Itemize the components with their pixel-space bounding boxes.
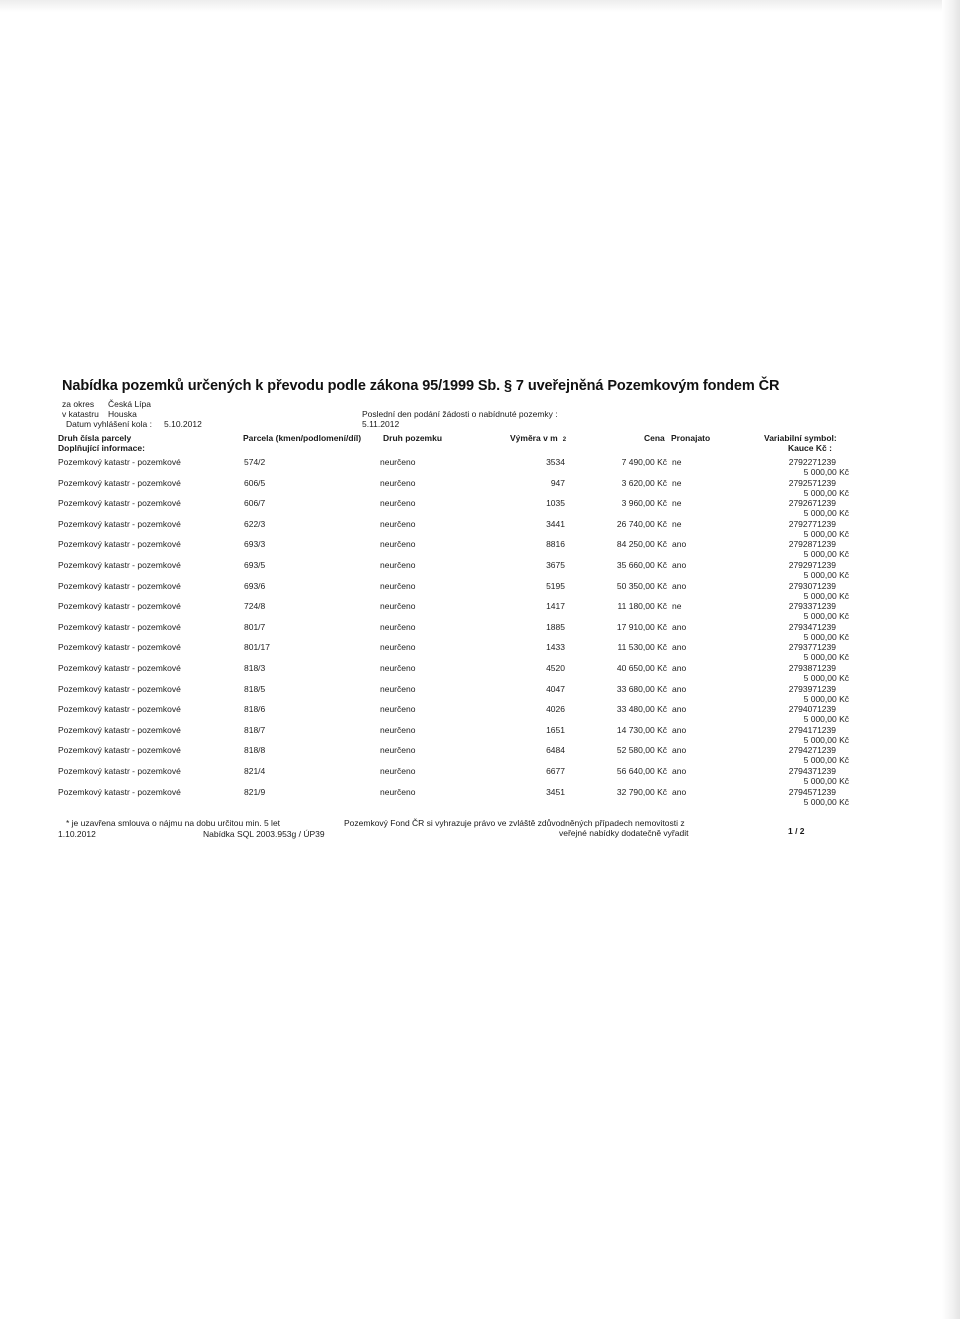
row-variabilni-symbol: 2793371239 [788, 601, 836, 611]
deadline-label: Poslední den podání žádosti o nabídnuté pozemky : [362, 409, 558, 419]
row-cena: 7 490,00 Kč [621, 457, 667, 467]
footer-date: 1.10.2012 [58, 829, 96, 839]
row-pronajato: ne [672, 519, 682, 529]
row-variabilni-symbol: 2794071239 [788, 704, 836, 714]
footer-disclaimer-line2: veřejné nabídky dodatečně vyřadit [559, 828, 689, 838]
row-kauce: 5 000,00 Kč [803, 694, 849, 704]
row-druh-cisla: Pozemkový katastr - pozemkové [58, 725, 181, 735]
row-druh-pozemku: neurčeno [380, 766, 416, 776]
row-druh-cisla: Pozemkový katastr - pozemkové [58, 601, 181, 611]
row-druh-pozemku: neurčeno [380, 704, 416, 714]
row-kauce: 5 000,00 Kč [803, 797, 849, 807]
row-kauce: 5 000,00 Kč [803, 529, 849, 539]
row-variabilni-symbol: 2794271239 [788, 745, 836, 755]
row-kauce: 5 000,00 Kč [803, 611, 849, 621]
row-variabilni-symbol: 2794171239 [788, 725, 836, 735]
row-druh-pozemku: neurčeno [380, 787, 416, 797]
row-cena: 50 350,00 Kč [616, 581, 667, 591]
row-kauce: 5 000,00 Kč [803, 755, 849, 765]
row-variabilni-symbol: 2793071239 [788, 581, 836, 591]
row-parcela: 818/3 [244, 663, 266, 673]
row-parcela: 821/9 [244, 787, 266, 797]
row-druh-pozemku: neurčeno [380, 725, 416, 735]
row-pronajato: ano [672, 642, 687, 652]
row-variabilni-symbol: 2792971239 [788, 560, 836, 570]
row-kauce: 5 000,00 Kč [803, 467, 849, 477]
header-vymera-text: Výměra v m [510, 433, 558, 443]
row-vymera: 3675 [546, 560, 565, 570]
row-cena: 11 530,00 Kč [617, 642, 667, 652]
row-pronajato: ano [672, 539, 687, 549]
row-kauce: 5 000,00 Kč [803, 735, 849, 745]
row-variabilni-symbol: 2792671239 [788, 498, 836, 508]
row-variabilni-symbol: 2792271239 [788, 457, 836, 467]
header-druh-cisla: Druh čísla parcely [58, 433, 132, 443]
row-parcela: 821/4 [244, 766, 266, 776]
row-druh-cisla: Pozemkový katastr - pozemkové [58, 704, 181, 714]
row-vymera: 4520 [546, 663, 565, 673]
row-druh-pozemku: neurčeno [380, 581, 416, 591]
row-vymera: 1433 [546, 642, 565, 652]
katastr-label: v katastru [62, 409, 99, 419]
row-druh-cisla: Pozemkový katastr - pozemkové [58, 478, 181, 488]
row-druh-pozemku: neurčeno [380, 560, 416, 570]
row-variabilni-symbol: 2793771239 [788, 642, 836, 652]
row-cena: 26 740,00 Kč [616, 519, 667, 529]
row-kauce: 5 000,00 Kč [803, 652, 849, 662]
row-pronajato: ano [672, 581, 687, 591]
row-kauce: 5 000,00 Kč [803, 570, 849, 580]
row-cena: 84 250,00 Kč [616, 539, 667, 549]
row-parcela: 606/5 [244, 478, 266, 488]
row-variabilni-symbol: 2794571239 [788, 787, 836, 797]
row-druh-pozemku: neurčeno [380, 642, 416, 652]
document-title: Nabídka pozemků určených k převodu podle zákona 95/1999 Sb. § 7 uveřejněná Pozemkovým fondem ČR [62, 378, 780, 394]
row-cena: 32 790,00 Kč [616, 787, 667, 797]
row-druh-pozemku: neurčeno [380, 498, 416, 508]
row-parcela: 801/17 [244, 642, 270, 652]
row-druh-pozemku: neurčeno [380, 745, 416, 755]
row-cena: 11 180,00 Kč [617, 601, 667, 611]
header-kauce: Kauce Kč : [788, 443, 832, 453]
row-pronajato: ano [672, 622, 687, 632]
row-vymera: 947 [550, 478, 565, 488]
row-druh-cisla: Pozemkový katastr - pozemkové [58, 745, 181, 755]
row-druh-pozemku: neurčeno [380, 622, 416, 632]
row-pronajato: ne [672, 478, 682, 488]
datum-label: Datum vyhlášení kola : [66, 419, 152, 429]
row-cena: 52 580,00 Kč [616, 745, 667, 755]
row-pronajato: ano [672, 787, 687, 797]
header-variabilni: Variabilní symbol: [764, 433, 837, 443]
row-druh-cisla: Pozemkový katastr - pozemkové [58, 642, 181, 652]
datum-value: 5.10.2012 [164, 419, 202, 429]
row-pronajato: ano [672, 684, 687, 694]
row-parcela: 622/3 [244, 519, 266, 529]
row-kauce: 5 000,00 Kč [803, 714, 849, 724]
row-druh-pozemku: neurčeno [380, 478, 416, 488]
row-parcela: 574/2 [244, 457, 266, 467]
row-parcela: 818/7 [244, 725, 266, 735]
row-cena: 33 680,00 Kč [616, 684, 667, 694]
row-vymera: 6484 [546, 745, 565, 755]
row-vymera: 1035 [546, 498, 565, 508]
scan-top-edge [0, 0, 960, 12]
header-pronajato: Pronajato [671, 433, 711, 443]
row-variabilni-symbol: 2793871239 [788, 663, 836, 673]
row-druh-cisla: Pozemkový katastr - pozemkové [58, 498, 181, 508]
row-cena: 40 650,00 Kč [616, 663, 667, 673]
row-druh-cisla: Pozemkový katastr - pozemkové [58, 457, 181, 467]
header-cena: Cena [644, 433, 665, 443]
row-druh-pozemku: neurčeno [380, 539, 416, 549]
row-pronajato: ano [672, 745, 687, 755]
row-cena: 14 730,00 Kč [616, 725, 667, 735]
header-doplnujici: Doplňující informace: [58, 443, 145, 453]
row-pronajato: ano [672, 663, 687, 673]
katastr-value: Houska [108, 409, 137, 419]
row-druh-pozemku: neurčeno [380, 519, 416, 529]
row-druh-cisla: Pozemkový katastr - pozemkové [58, 581, 181, 591]
row-cena: 17 910,00 Kč [616, 622, 667, 632]
header-parcela: Parcela (kmen/podlomení/díl) [243, 433, 362, 443]
row-druh-cisla: Pozemkový katastr - pozemkové [58, 519, 181, 529]
deadline-value: 5.11.2012 [362, 419, 400, 429]
row-parcela: 693/6 [244, 581, 266, 591]
row-kauce: 5 000,00 Kč [803, 632, 849, 642]
header-vymera [510, 433, 566, 443]
row-druh-cisla: Pozemkový katastr - pozemkové [58, 787, 181, 797]
row-pronajato: ano [672, 766, 687, 776]
row-vymera: 4047 [546, 684, 565, 694]
row-vymera: 6677 [546, 766, 565, 776]
row-parcela: 818/8 [244, 745, 266, 755]
okres-label: za okres [62, 399, 95, 409]
row-druh-pozemku: neurčeno [380, 684, 416, 694]
row-parcela: 801/7 [244, 622, 266, 632]
row-kauce: 5 000,00 Kč [803, 591, 849, 601]
row-druh-pozemku: neurčeno [380, 457, 416, 467]
row-druh-cisla: Pozemkový katastr - pozemkové [58, 539, 181, 549]
row-kauce: 5 000,00 Kč [803, 488, 849, 498]
row-vymera: 3534 [546, 457, 565, 467]
row-kauce: 5 000,00 Kč [803, 549, 849, 559]
row-variabilni-symbol: 2792571239 [788, 478, 836, 488]
row-vymera: 1651 [546, 725, 565, 735]
footer-note: * je uzavřena smlouva o nájmu na dobu určitou min. 5 let [66, 818, 281, 828]
row-druh-cisla: Pozemkový katastr - pozemkové [58, 663, 181, 673]
row-vymera: 4026 [546, 704, 565, 714]
header-druh-pozemku: Druh pozemku [383, 433, 443, 443]
row-cena: 33 480,00 Kč [616, 704, 667, 714]
row-cena: 56 640,00 Kč [616, 766, 667, 776]
row-parcela: 818/5 [244, 684, 266, 694]
row-pronajato: ano [672, 704, 687, 714]
row-pronajato: ne [672, 498, 682, 508]
row-cena: 35 660,00 Kč [616, 560, 667, 570]
row-parcela: 818/6 [244, 704, 266, 714]
row-pronajato: ano [672, 725, 687, 735]
row-variabilni-symbol: 2792771239 [788, 519, 836, 529]
row-vymera: 5195 [546, 581, 565, 591]
row-variabilni-symbol: 2792871239 [788, 539, 836, 549]
row-vymera: 3451 [546, 787, 565, 797]
scan-right-edge [942, 0, 960, 1319]
footer-disclaimer-line1: Pozemkový Fond ČR si vyhrazuje právo ve zvláště zdůvodněných případech nemovitosti z [344, 818, 685, 828]
okres-value: Česká Lípa [108, 399, 151, 409]
row-variabilni-symbol: 2793971239 [788, 684, 836, 694]
row-vymera: 3441 [546, 519, 565, 529]
row-cena: 3 620,00 Kč [621, 478, 667, 488]
row-druh-pozemku: neurčeno [380, 601, 416, 611]
row-parcela: 693/3 [244, 539, 266, 549]
row-parcela: 606/7 [244, 498, 266, 508]
page-number: 1 / 2 [788, 826, 805, 836]
row-variabilni-symbol: 2794371239 [788, 766, 836, 776]
row-kauce: 5 000,00 Kč [803, 508, 849, 518]
row-vymera: 1417 [546, 601, 565, 611]
row-druh-cisla: Pozemkový katastr - pozemkové [58, 622, 181, 632]
row-kauce: 5 000,00 Kč [803, 776, 849, 786]
footer-source: Nabídka SQL 2003.953g / ÚP39 [203, 829, 325, 839]
row-druh-cisla: Pozemkový katastr - pozemkové [58, 766, 181, 776]
row-parcela: 693/5 [244, 560, 266, 570]
row-vymera: 1885 [546, 622, 565, 632]
row-pronajato: ano [672, 560, 687, 570]
row-pronajato: ne [672, 457, 682, 467]
row-druh-pozemku: neurčeno [380, 663, 416, 673]
row-vymera: 8816 [546, 539, 565, 549]
row-druh-cisla: Pozemkový katastr - pozemkové [58, 684, 181, 694]
row-kauce: 5 000,00 Kč [803, 673, 849, 683]
row-variabilni-symbol: 2793471239 [788, 622, 836, 632]
row-pronajato: ne [672, 601, 682, 611]
row-parcela: 724/8 [244, 601, 266, 611]
row-druh-cisla: Pozemkový katastr - pozemkové [58, 560, 181, 570]
header-vymera-exponent: 2 [562, 437, 567, 443]
row-cena: 3 960,00 Kč [621, 498, 667, 508]
